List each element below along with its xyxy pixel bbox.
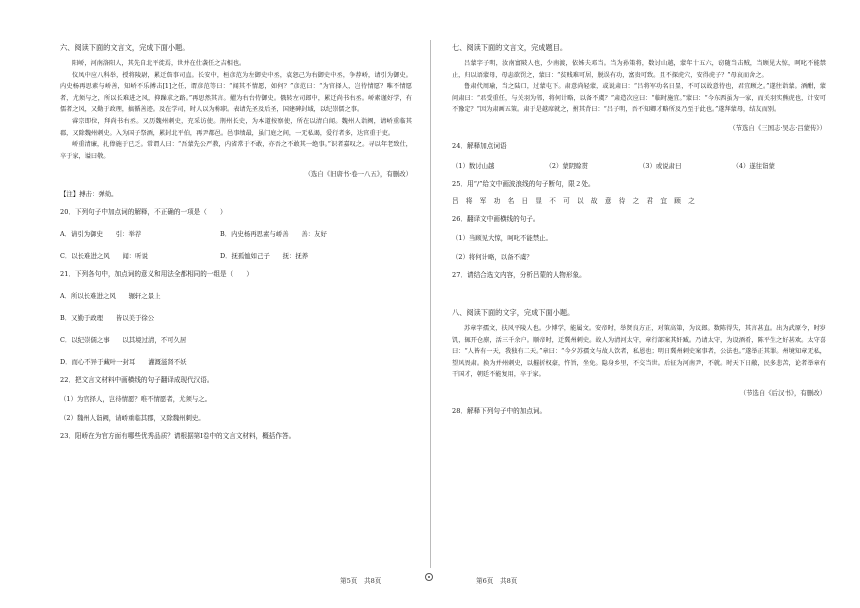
passage-paragraph: 苏章字孺文，扶风平陵人也。少博学，能属文。安帝时，举贤良方正，对策高第，为议郎。数陈得失，其言甚直。出为武原令，时岁饥，辄开仓廪，活三千余户。顺帝时，迁冀州刺史。故人为清河太守，章行部案其奸臧。乃请太守，为设酒肴，陈平生之好甚欢。太守喜曰：“人皆有一天，我独有二天。”章曰：“今夕苏孺文与故人饮者，私恩也；明日冀州刺史案事者，公法也。”遂举正其罪。州境知章无私，望风畏肃。换为并州刺史，以摧折权豪，忤旨，坐免。隐身乡里，不交当世。后征为河南尹，不就。时天下日敝，民多悲苦，论者举章有干国才，朝廷不能复用，卒于家。: [452, 324, 826, 379]
annotation-note: 【注】搏击：弹劾。: [60, 190, 118, 199]
question-24-item: （3）或说肃曰: [639, 161, 682, 170]
question-22-item: （1）为官择人，岂待情愿？唯不情愿者，尤须与之。: [60, 395, 212, 404]
option-c: C．以纪崇儒之事 以其境过清，不可久居: [60, 336, 187, 345]
option-c: C．以长难进之风 闻：听说: [60, 252, 148, 261]
question-20-stem: 20．下列句子中加点词的解释，不正确的一项是（ ）: [60, 208, 227, 217]
question-22-item: （2）魏州人诣阙，请峤重临其郡，又除魏州刺史。: [60, 414, 205, 423]
question-25-sentence: 吕将军功名日显不可以故意待之君宜顾之: [452, 196, 703, 205]
page-number-right: 第6页 共8页: [476, 577, 518, 585]
passage-paragraph: 睿宗即位，拜尚书右丞。又历魏州刺史，充采访使。荆州长史，为本道按察使，所在以清白闻。魏州人诣阙，请峤重临其郡，又除魏州刺史。入为国子祭酒，累封北平伯，再尹都邑。邑事绩最，虽门庭之间，一无私谒，爱行者多，达官重于吏。: [60, 117, 412, 137]
passage-paragraph: 鲁肃代周瑜，当之陆口，过蒙屯下。肃意尚轻蒙，或说肃曰：“吕将军功名日显，不可以故意待也，君宜顾之。”遂往诣蒙。酒酣，蒙问肃曰：“君受重任，与关羽为邻，将何计略，以备不虞？”肃造次应曰：“临时施宜。”蒙曰：“今东西虽为一家，而关羽实熊虎也，计安可不豫定？”因为肃画五策。肃于是越席就之，拊其背曰：“吕子明，吾不知卿才略所及乃至于此也。”遂拜蒙母，结友而别。: [452, 83, 826, 114]
passage-source: （节选自《三国志·吴志·吕蒙传》）: [729, 123, 826, 132]
question-27-stem: 27．请结合选文内容，分析吕蒙的人物形象。: [452, 270, 586, 279]
section-7-title: 七、阅读下面的文言文，完成题目。: [452, 43, 568, 52]
question-24-item: （2）蒙阴赊贳: [545, 161, 588, 170]
section-8-title: 八、阅读下面的文字，完成下面小题。: [452, 307, 575, 317]
question-21-stem: 21．下列各句中，加点词的意义和用法全都相同的一组是（ ）: [60, 270, 254, 279]
passage-paragraph: 峤重清廉，扎俸施于已乏。常谓人曰：“吾蒙先公严教，内省常于不敢，亦吾之不敢其一绝事。”识者嘉叹之。寻以年老致仕，卒于家，谥曰敬。: [60, 141, 412, 160]
question-20-options-row: [60, 250, 412, 262]
question-24-items: [452, 160, 826, 172]
question-28-stem: 28．解释下列句子中的加点词。: [452, 406, 547, 415]
option-b: B．内史杨再思素与峤善 善：友好: [220, 230, 327, 239]
page-number-left: 第5页 共8页: [340, 577, 382, 585]
binding-hole-icon: [425, 573, 433, 581]
passage-source: （节选自《后汉书》，有删改）: [739, 388, 826, 397]
passage-paragraph: 仪凤中应八科举，授将陵尉，累迁詹事司直。长安中，桓彦范为左御史中丞，袁恕己为右御史中丞，争荐峤，请引为御史。内史杨再思素与峤善，知峤不乐搏击[1]之任，谓彦范等曰：“闻其不情愿，如何？”彦范曰：“为官择人，岂待情愿？唯不情愿者，尤须与之，所以长难进之风，抑躁求之路。”再思然其言。擢为右台侍御史。俄转左司郎中，累迁尚书右丞。峤素谨好学，有儒者之风，又勤于政理，搞循善迹。及在学司，时人以为称职。表请先圣及后圣，国建碑封域，以纪崇儒之事。: [60, 71, 412, 114]
option-a: A．所以长难进之风 辗轩之景上: [60, 292, 161, 301]
question-23-stem: 23．阳峤在为官方面有哪些优秀品质？请根据第Ⅰ卷中的文言文材料，概括作答。: [60, 432, 296, 441]
question-25-stem: 25．用“/”给文中画波浪线的句子断句，限２处。: [452, 179, 595, 188]
question-22-stem: 22．把文言文材料中画横线的句子翻译成现代汉语。: [60, 376, 214, 385]
passage-paragraph: 阳峤，河南洛阳人，其先自北平徙焉，世并在仕袭任之吉相也。: [72, 60, 246, 67]
option-d: D．而心不异于藏叶一封耳 灌溉滋肾不妖: [60, 358, 187, 367]
question-24-item: （4）遂往诣蒙: [732, 161, 775, 170]
question-26-item: （1）当顾见大惊，呵叱不能禁止。: [452, 233, 552, 242]
question-24-stem: 24．解释加点词语: [452, 141, 507, 150]
passage-source: （选自《旧唐书·卷一八五》，有删改）: [304, 170, 412, 179]
option-a: A．请引为御史 引：举荐: [60, 230, 142, 239]
option-d: D．抚孤恤如己子 抚：抚养: [220, 252, 309, 261]
question-26-item: （2）将何计略，以备不虞？: [452, 252, 533, 261]
option-b: B．又勤于政理 皆以美于徐公: [60, 314, 155, 323]
question-26-stem: 26．翻译文中画横线的句子。: [452, 214, 540, 223]
question-24-item: （1）数讨山越: [452, 161, 495, 170]
question-20-options-row: [60, 228, 412, 240]
page-right: [430, 0, 860, 608]
section-6-title: 六、阅读下面的文言文，完成下面小题。: [60, 43, 190, 52]
passage-paragraph: 吕蒙字子明，汝南富陂人也，少南渡，依姊夫邓当。当为孙策将，数讨山越，蒙年十五六，窃随当击贼，当顾见大惊，呵叱不能禁止，归以语蒙母，母恚欲罚之，蒙曰：“贫贱难可居，脱误有功，富贵可致。且不探虎穴，安得虎子？”母哀而舍之。: [452, 60, 826, 79]
